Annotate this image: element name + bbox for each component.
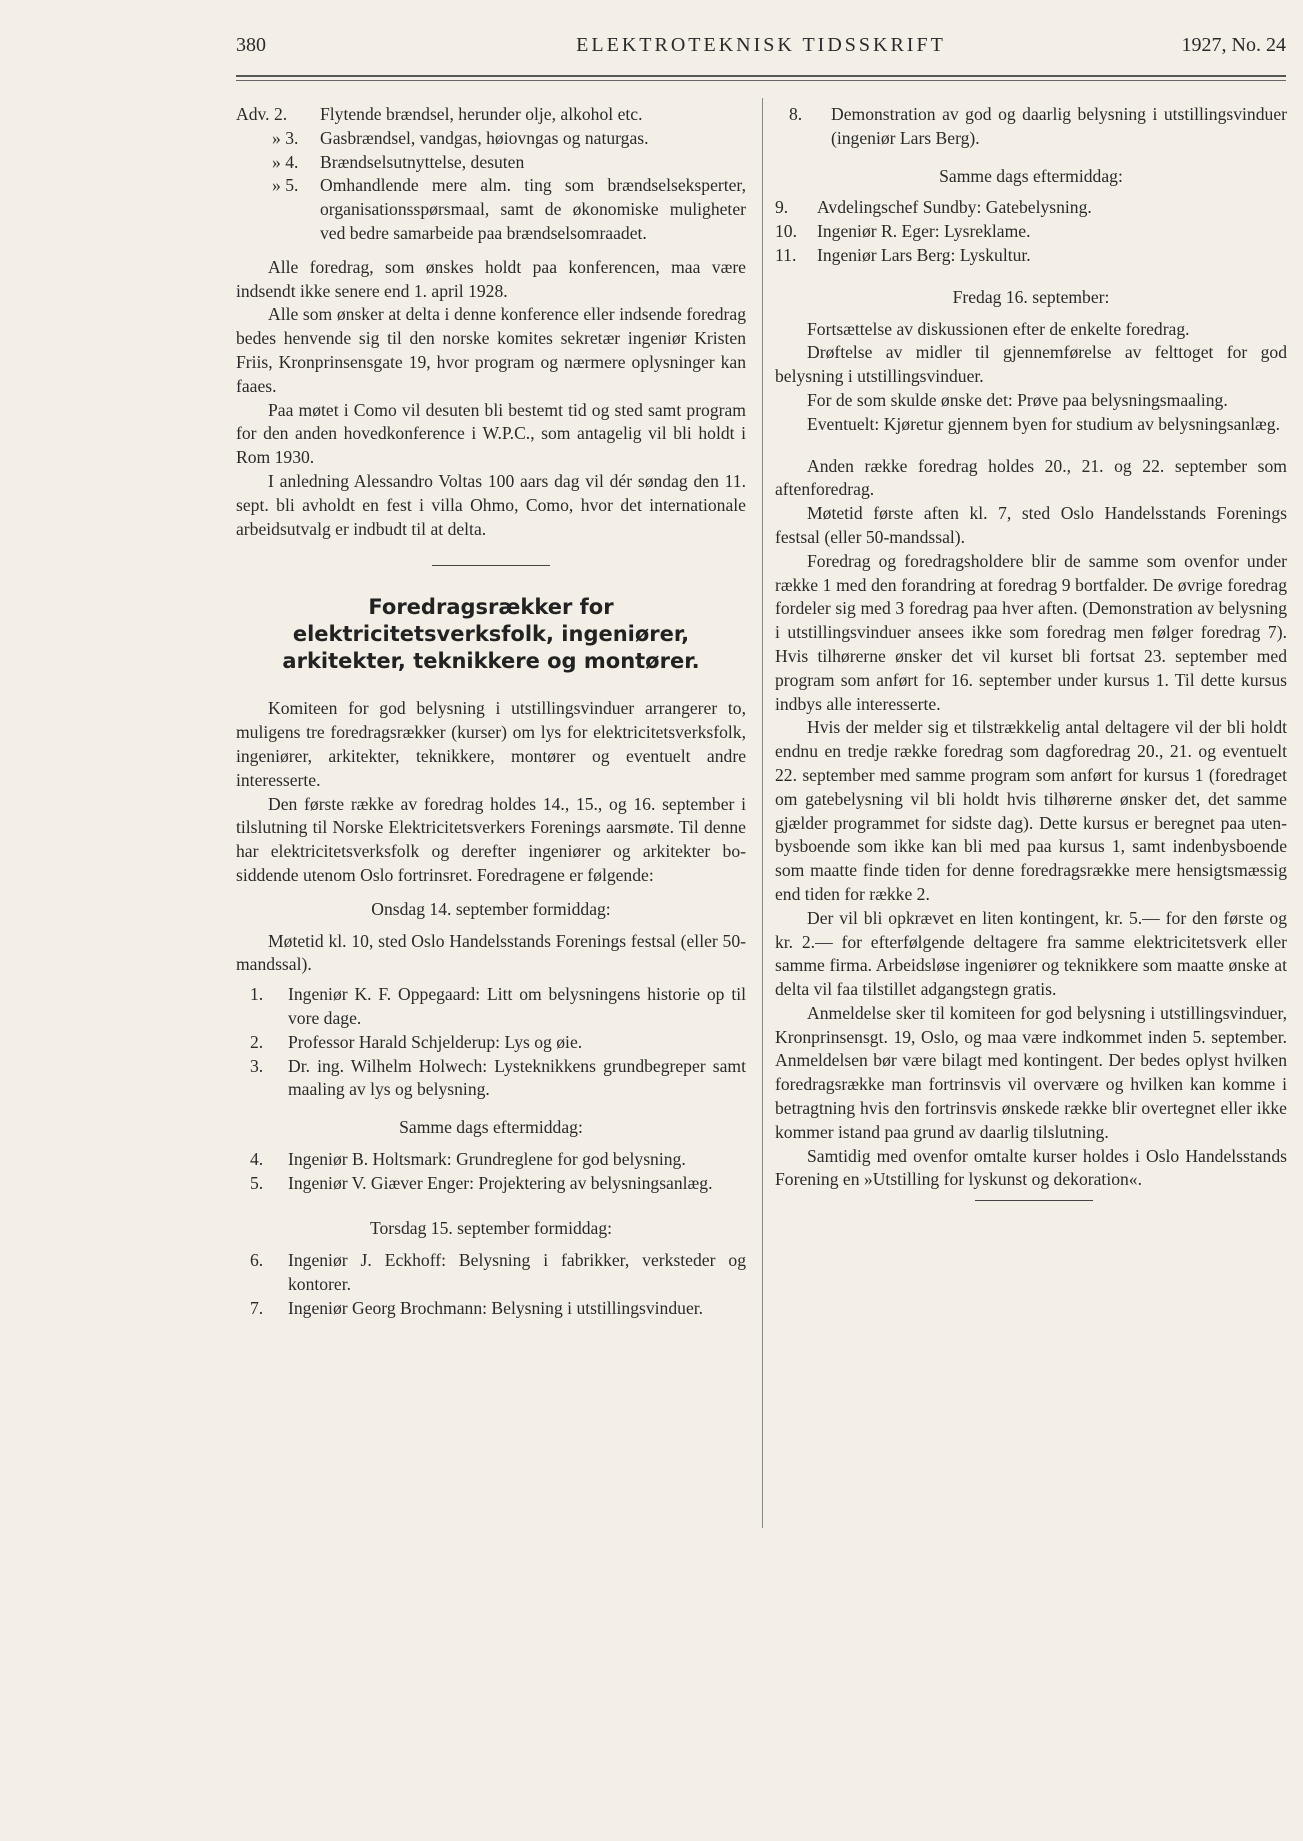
- section-divider: [432, 565, 550, 566]
- paragraph: Komiteen for god belysning i utstillingsvinduer arrangerer to, muligens tre foredragsrækker (kurser) om lys for elektricitetsverksfolk, ingeniører, arkitekter, teknikkere, montører og eventuelt andre interesserte.: [236, 698, 746, 790]
- list-text: Flytende brændsel, herunder olje, alkohol etc.: [320, 104, 643, 124]
- lecture-item: [236, 1172, 746, 1196]
- lecture-text: Ingeniør B. Holtsmark: Grundreglene for god belysning.: [288, 1148, 686, 1169]
- list-item: [236, 103, 746, 127]
- lecture-number: 4.: [250, 1148, 264, 1169]
- lecture-text: Ingeniør Georg Brochmann: Belysning i utstillingsvinduer.: [288, 1297, 704, 1318]
- lecture-number: 9.: [775, 197, 789, 218]
- list-item: [236, 127, 746, 151]
- lecture-number: 5.: [250, 1172, 264, 1193]
- lecture-text: Ingeniør R. Eger: Lysreklame.: [817, 221, 1031, 242]
- lecture-text: Professor Harald Schjelderup: Lys og øie.: [288, 1031, 583, 1052]
- lecture-item: [236, 1031, 746, 1055]
- paragraph: I anledning Alessandro Voltas 100 aars dag vil dér søndag den 11. sept. bli avholdt en fest i villa Ohmo, Como, hvor det internationale arbeidsutvalg er indbudt til at delta.: [236, 470, 746, 539]
- header-rule-thin: [236, 80, 1286, 81]
- header-rule-thick: [236, 75, 1286, 77]
- list-label: Adv. 2.: [236, 104, 288, 124]
- paragraph: Samtidig med ovenfor omtalte kurser holdes i Oslo Handelsstands Forening en »Utstilling for lyskunst og dekoration«.: [775, 1145, 1287, 1190]
- paragraph: Eventuelt: Kjøretur gjennem byen for studium av belysningsanlæg.: [807, 413, 1280, 434]
- paragraph: Drøftelse av midler til gjennemførelse av felttoget for god belysning i utstillingsvinduer.: [775, 342, 1287, 387]
- lecture-item: [775, 220, 1287, 244]
- lecture-number: 10.: [775, 221, 797, 242]
- page-number: 380: [236, 34, 266, 56]
- section-heading: Foredragsrækker for elektricitetsverksfolk, ingeniører, arkitekter, teknikkere og montører.: [282, 595, 700, 674]
- lecture-item: [236, 1249, 746, 1297]
- paragraph: Alle som ønsker at delta i denne konference eller indsende foredrag bedes henvende sig til den norske komites sekretær ingeniør Kristen Friis, Kronprinsensgate 19, hvor program og nærmere oplysninger kan faaes.: [236, 304, 746, 396]
- schedule-heading-fredag: Fredag 16. september:: [952, 286, 1110, 307]
- lecture-number: 6.: [250, 1250, 264, 1271]
- lecture-item: [236, 983, 746, 1031]
- lecture-item: [775, 103, 1287, 151]
- list-text: Omhandlende mere alm. ting som brændselseksperter, organisationsspørsmaal, samt de økonomiske muligheter ved bedre samarbeide paa brændselsomraadet.: [320, 175, 746, 243]
- journal-title: ELEKTROTEKNISK TIDSSKRIFT: [576, 34, 946, 56]
- lecture-item: [236, 1297, 746, 1321]
- paragraph: Møtetid første aften kl. 7, sted Oslo Handelsstands Forenings festsal (eller 50-mandssal).: [775, 503, 1287, 547]
- lecture-text: Ingeniør J. Eckhoff: Belysning i fabrikker, verksteder og kontorer.: [288, 1250, 746, 1295]
- list-label: » 4.: [272, 151, 299, 172]
- lecture-number: 3.: [250, 1055, 264, 1076]
- paragraph: Der vil bli opkrævet en liten kontingent, kr. 5.— for den første og kr. 2.— for efterfølgende deltagere fra samme elektricitetsverk eller samme firma. Arbeidsløse ingeniører og teknikkere som maatte ønske at delta vil faa tilstillet adgangstegn gratis.: [775, 907, 1287, 1000]
- lecture-text: Ingeniør K. F. Oppegaard: Litt om belysningens historie op til vore dage.: [288, 984, 746, 1028]
- paragraph: Den første række av foredrag holdes 14., 15., og 16. september i tilslutning til Norske Elektricitetsverkers Forenings aarsmøte. Til denne har elektricitetsverksfolk og derefter ingeniører og arkitekter bosiddende utenom Oslo fortrinsret. Foredragene er følgende:: [236, 793, 746, 885]
- page-header: [236, 34, 1286, 64]
- schedule-heading-samme: Samme dags eftermiddag:: [939, 165, 1123, 186]
- end-rule: [975, 1200, 1093, 1201]
- list-label: » 3.: [272, 127, 299, 148]
- paragraph: Hvis der melder sig et tilstrækkelig antal deltagere vil der bli holdt endnu en tredje række foredrag som dagforedrag 20., 21. og eventuelt 22. september med samme program som anført for kursus 1 (foredraget om gatebelysning vil bli holdt hvis tilhørerne ønsker det, det samme gjælder programmet for sidste dag). Dette kursus er beregnet paa utenbysboende som ikke kan bli med paa kursus 1, samt indenbysboende som maatte finde tiden for denne foredragsrække mere hensigtsmæssig end tiden for række 2.: [775, 717, 1287, 904]
- column-divider: [762, 98, 763, 1528]
- paragraph: Alle foredrag, som ønskes holdt paa konferencen, maa være indsendt ikke senere end 1. april 1928.: [236, 256, 746, 301]
- lecture-number: 8.: [789, 104, 803, 124]
- list-text: Brændselsutnyttelse, desuten: [320, 151, 525, 172]
- issue-label: 1927, No. 24: [1181, 34, 1286, 56]
- paragraph: Paa møtet i Como vil desuten bli bestemt tid og sted samt program for den anden hovedkonference i W.P.C., som antagelig vil bli holdt i Rom 1930.: [236, 399, 746, 468]
- lecture-text: Avdelingschef Sundby: Gatebelysning.: [817, 197, 1092, 218]
- lecture-item: [775, 196, 1287, 220]
- lecture-text: Ingeniør Lars Berg: Lyskultur.: [817, 244, 1031, 265]
- paragraph: Fortsættelse av diskussionen efter de enkelte foredrag.: [807, 318, 1190, 339]
- lecture-number: 2.: [250, 1031, 264, 1052]
- schedule-heading-onsdag: Onsdag 14. september formiddag:: [371, 898, 611, 919]
- paragraph: Anden række foredrag holdes 20., 21. og 22. september som aftenforedrag.: [775, 455, 1287, 500]
- lecture-number: 1.: [250, 984, 264, 1005]
- lecture-text: Ingeniør V. Giæver Enger: Projektering av belysningsanlæg.: [288, 1172, 713, 1193]
- paragraph: For de som skulde ønske det: Prøve paa belysningsmaaling.: [807, 389, 1228, 410]
- list-item: [236, 174, 746, 245]
- paragraph: Anmeldelse sker til komiteen for god belysning i utstillingsvinduer, Kronprinsensgt. 19, Oslo, og maa være indkommet inden 5. september. Anmeldelsen bør være bilagt med kontingent. Der bedes oplyst hvilken foredragsrække man fortrinsvis vil overvære og hvilken kan komme i betragtning hvis den fortrinsvis ønskede række blir overtegnet eller ikke kommer istand paa grund av daarlig tilslutning.: [775, 1002, 1287, 1142]
- lecture-item: [236, 1055, 746, 1103]
- lecture-number: 11.: [775, 244, 797, 265]
- lecture-item: [775, 244, 1287, 268]
- schedule-heading-torsdag: Torsdag 15. september formiddag:: [369, 1218, 613, 1239]
- right-column: [775, 103, 1287, 1201]
- schedule-heading-samme: Samme dags eftermiddag:: [399, 1117, 583, 1138]
- left-column: [236, 103, 746, 1321]
- lecture-text: Demonstration av god og daarlig belysning i utstillingsvinduer (ingeniør Lars Berg).: [831, 104, 1287, 148]
- list-label: » 5.: [272, 175, 299, 196]
- lecture-number: 7.: [250, 1297, 264, 1318]
- list-text: Gasbrændsel, vandgas, høiovngas og naturgas.: [320, 127, 649, 148]
- list-item: [236, 151, 746, 175]
- paragraph: Foredrag og foredragsholdere blir de samme som ovenfor under række 1 med den forandring at foredrag 9 bortfalder. De øvrige foredrag fordeler sig med 3 foredrag paa hver aften. (Demonstration av belysning i utstillingsvinduer ansees ikke som foredrag men følger foredrag 7). Hvis tilhørerne ønsker det vil kurset bli fortsat 23. september med program som anført for 16. september under kursus 1. Til dette kursus indbys alle interesserte.: [775, 550, 1287, 714]
- lecture-item: [236, 1148, 746, 1172]
- lecture-text: Dr. ing. Wilhelm Holwech: Lysteknikkens grundbegreper samt maaling av lys og belysning.: [288, 1055, 746, 1100]
- paragraph: Møtetid kl. 10, sted Oslo Handelsstands Forenings festsal (eller 50-mandssal).: [236, 930, 746, 975]
